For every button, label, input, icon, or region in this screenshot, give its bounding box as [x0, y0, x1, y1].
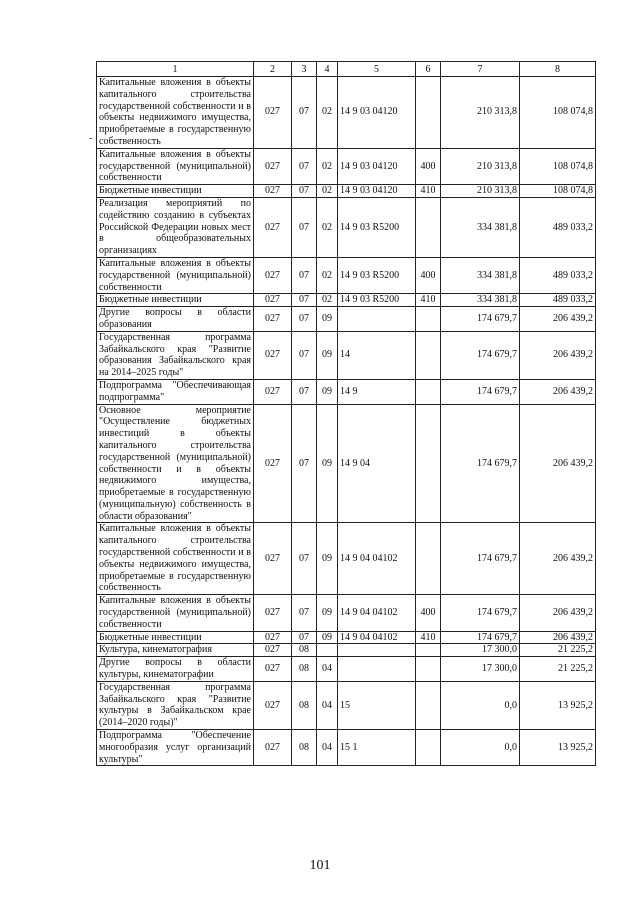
table-row: [97, 185, 596, 198]
amount-year1-cell: 334 381,8: [441, 197, 520, 257]
column-header: 2: [254, 62, 292, 77]
row-name-cell: Капитальные вложения в объекты государственной (муниципальной) собственности: [97, 148, 254, 184]
row-name-cell: Государственная программа Забайкальского края "Развитие культуры в Забайкальском крае (2014–2020 годы)": [97, 681, 254, 729]
row-name-cell: Другие вопросы в области культуры, кинематографии: [97, 657, 254, 682]
column-header: 1: [97, 62, 254, 77]
row-name-cell: Бюджетные инвестиции: [97, 185, 254, 198]
section-cell: 08: [292, 681, 317, 729]
row-name-cell: Культура, кинематография: [97, 644, 254, 657]
expense-type-cell: [416, 77, 441, 149]
column-header: 6: [416, 62, 441, 77]
budget-table: [96, 61, 596, 766]
admin-code-cell: 027: [254, 294, 292, 307]
table-header-row: [97, 62, 596, 77]
subsection-cell: [317, 644, 338, 657]
amount-year2-cell: 489 033,2: [520, 294, 596, 307]
target-article-cell: [338, 644, 416, 657]
table-row: [97, 379, 596, 404]
subsection-cell: 02: [317, 294, 338, 307]
target-article-cell: 15 1: [338, 730, 416, 766]
expense-type-cell: [416, 331, 441, 379]
amount-year1-cell: 334 381,8: [441, 294, 520, 307]
expense-type-cell: [416, 307, 441, 332]
subsection-cell: 02: [317, 257, 338, 293]
section-cell: 07: [292, 379, 317, 404]
section-cell: 07: [292, 331, 317, 379]
target-article-cell: 14 9: [338, 379, 416, 404]
amount-year2-cell: 206 439,2: [520, 631, 596, 644]
row-name-cell: Другие вопросы в области образования: [97, 307, 254, 332]
target-article-cell: 14 9 03 04120: [338, 148, 416, 184]
expense-type-cell: [416, 197, 441, 257]
expense-type-cell: 400: [416, 595, 441, 631]
subsection-cell: 04: [317, 657, 338, 682]
target-article-cell: 14 9 04: [338, 404, 416, 523]
row-name-cell: Подпрограмма "Обеспечивающая подпрограмма": [97, 379, 254, 404]
section-cell: 08: [292, 730, 317, 766]
table-row: [97, 681, 596, 729]
row-name-cell: Капитальные вложения в объекты государственной (муниципальной) собственности: [97, 595, 254, 631]
target-article-cell: 14 9 03 04120: [338, 77, 416, 149]
table-row: [97, 257, 596, 293]
section-cell: 08: [292, 644, 317, 657]
section-cell: 07: [292, 257, 317, 293]
page-number: 101: [309, 858, 331, 873]
column-header: 8: [520, 62, 596, 77]
row-name-cell: Капитальные вложения в объекты капитального строительства государственной собственности и в объекты недвижимого имущества, приобретаемые в государственную собственность: [97, 523, 254, 595]
subsection-cell: 09: [317, 595, 338, 631]
column-header: 4: [317, 62, 338, 77]
amount-year2-cell: 206 439,2: [520, 404, 596, 523]
table-row: [97, 77, 596, 149]
section-cell: 07: [292, 185, 317, 198]
table-row: [97, 657, 596, 682]
section-cell: 08: [292, 657, 317, 682]
admin-code-cell: 027: [254, 77, 292, 149]
expense-type-cell: [416, 404, 441, 523]
admin-code-cell: 027: [254, 595, 292, 631]
amount-year1-cell: 174 679,7: [441, 379, 520, 404]
amount-year1-cell: 210 313,8: [441, 148, 520, 184]
target-article-cell: 14 9 03 R5200: [338, 257, 416, 293]
column-header: 3: [292, 62, 317, 77]
amount-year1-cell: 174 679,7: [441, 523, 520, 595]
amount-year1-cell: 174 679,7: [441, 307, 520, 332]
expense-type-cell: [416, 657, 441, 682]
target-article-cell: 14 9 03 R5200: [338, 294, 416, 307]
amount-year2-cell: 108 074,8: [520, 185, 596, 198]
target-article-cell: 14 9 04 04102: [338, 595, 416, 631]
row-name-cell: Бюджетные инвестиции: [97, 631, 254, 644]
row-name-cell: Государственная программа Забайкальского края "Развитие образования Забайкальского края на 2014–2025 годы": [97, 331, 254, 379]
section-cell: 07: [292, 307, 317, 332]
expense-type-cell: [416, 523, 441, 595]
section-cell: 07: [292, 294, 317, 307]
subsection-cell: 02: [317, 77, 338, 149]
expense-type-cell: 410: [416, 631, 441, 644]
amount-year1-cell: 210 313,8: [441, 77, 520, 149]
admin-code-cell: 027: [254, 379, 292, 404]
row-name-cell: Основное мероприятие "Осуществление бюджетных инвестиций в объекты капитального строительства государственной (муниципальной) собственности и в объекты недвижимого имущества, приобретаемые в государственную (муниципальную) собственность в области образования": [97, 404, 254, 523]
amount-year2-cell: 206 439,2: [520, 331, 596, 379]
table-row: [97, 644, 596, 657]
column-header: 7: [441, 62, 520, 77]
target-article-cell: 14: [338, 331, 416, 379]
amount-year2-cell: 489 033,2: [520, 197, 596, 257]
table-row: [97, 404, 596, 523]
admin-code-cell: 027: [254, 404, 292, 523]
target-article-cell: 14 9 03 04120: [338, 185, 416, 198]
amount-year2-cell: 13 925,2: [520, 681, 596, 729]
admin-code-cell: 027: [254, 307, 292, 332]
subsection-cell: 04: [317, 730, 338, 766]
expense-type-cell: 410: [416, 185, 441, 198]
admin-code-cell: 027: [254, 331, 292, 379]
row-name-cell: Бюджетные инвестиции: [97, 294, 254, 307]
expense-type-cell: [416, 681, 441, 729]
expense-type-cell: [416, 644, 441, 657]
admin-code-cell: 027: [254, 730, 292, 766]
amount-year1-cell: 174 679,7: [441, 404, 520, 523]
admin-code-cell: 027: [254, 657, 292, 682]
section-cell: 07: [292, 404, 317, 523]
section-cell: 07: [292, 77, 317, 149]
admin-code-cell: 027: [254, 148, 292, 184]
subsection-cell: 02: [317, 148, 338, 184]
admin-code-cell: 027: [254, 681, 292, 729]
section-cell: 07: [292, 595, 317, 631]
amount-year1-cell: 334 381,8: [441, 257, 520, 293]
subsection-cell: 04: [317, 681, 338, 729]
expense-type-cell: [416, 730, 441, 766]
table-row: [97, 148, 596, 184]
margin-mark: -: [89, 133, 93, 144]
expense-type-cell: 400: [416, 148, 441, 184]
amount-year2-cell: 489 033,2: [520, 257, 596, 293]
table-body: [97, 77, 596, 766]
target-article-cell: [338, 307, 416, 332]
target-article-cell: 14 9 03 R5200: [338, 197, 416, 257]
amount-year2-cell: 206 439,2: [520, 523, 596, 595]
amount-year1-cell: 0,0: [441, 730, 520, 766]
subsection-cell: 02: [317, 185, 338, 198]
amount-year1-cell: 17 300,0: [441, 657, 520, 682]
admin-code-cell: 027: [254, 185, 292, 198]
section-cell: 07: [292, 197, 317, 257]
subsection-cell: 09: [317, 523, 338, 595]
subsection-cell: 09: [317, 631, 338, 644]
amount-year1-cell: 174 679,7: [441, 595, 520, 631]
table-row: [97, 631, 596, 644]
table-row: [97, 197, 596, 257]
amount-year1-cell: 210 313,8: [441, 185, 520, 198]
section-cell: 07: [292, 523, 317, 595]
admin-code-cell: 027: [254, 644, 292, 657]
table-row: [97, 294, 596, 307]
table-row: [97, 595, 596, 631]
amount-year2-cell: 13 925,2: [520, 730, 596, 766]
amount-year1-cell: 174 679,7: [441, 331, 520, 379]
subsection-cell: 09: [317, 331, 338, 379]
amount-year2-cell: 108 074,8: [520, 77, 596, 149]
subsection-cell: 02: [317, 197, 338, 257]
amount-year2-cell: 108 074,8: [520, 148, 596, 184]
target-article-cell: 14 9 04 04102: [338, 523, 416, 595]
amount-year1-cell: 17 300,0: [441, 644, 520, 657]
amount-year1-cell: 174 679,7: [441, 631, 520, 644]
subsection-cell: 09: [317, 404, 338, 523]
table-row: [97, 730, 596, 766]
subsection-cell: 09: [317, 307, 338, 332]
subsection-cell: 09: [317, 379, 338, 404]
admin-code-cell: 027: [254, 631, 292, 644]
expense-type-cell: 400: [416, 257, 441, 293]
row-name-cell: Капитальные вложения в объекты капитального строительства государственной собственности и в объекты недвижимого имущества, приобретаемые в государственную собственность: [97, 77, 254, 149]
amount-year2-cell: 21 225,2: [520, 644, 596, 657]
section-cell: 07: [292, 631, 317, 644]
table-row: [97, 331, 596, 379]
expense-type-cell: 410: [416, 294, 441, 307]
admin-code-cell: 027: [254, 257, 292, 293]
row-name-cell: Подпрограмма "Обеспечение многообразия услуг организаций культуры": [97, 730, 254, 766]
amount-year2-cell: 206 439,2: [520, 595, 596, 631]
admin-code-cell: 027: [254, 197, 292, 257]
column-header: 5: [338, 62, 416, 77]
table-row: [97, 523, 596, 595]
admin-code-cell: 027: [254, 523, 292, 595]
amount-year2-cell: 21 225,2: [520, 657, 596, 682]
table-row: [97, 307, 596, 332]
row-name-cell: Капитальные вложения в объекты государственной (муниципальной) собственности: [97, 257, 254, 293]
amount-year1-cell: 0,0: [441, 681, 520, 729]
target-article-cell: 15: [338, 681, 416, 729]
amount-year2-cell: 206 439,2: [520, 307, 596, 332]
target-article-cell: 14 9 04 04102: [338, 631, 416, 644]
section-cell: 07: [292, 148, 317, 184]
target-article-cell: [338, 657, 416, 682]
row-name-cell: Реализация мероприятий по содействию созданию в субъектах Российской Федерации новых мест в общеобразовательных организациях: [97, 197, 254, 257]
amount-year2-cell: 206 439,2: [520, 379, 596, 404]
expense-type-cell: [416, 379, 441, 404]
